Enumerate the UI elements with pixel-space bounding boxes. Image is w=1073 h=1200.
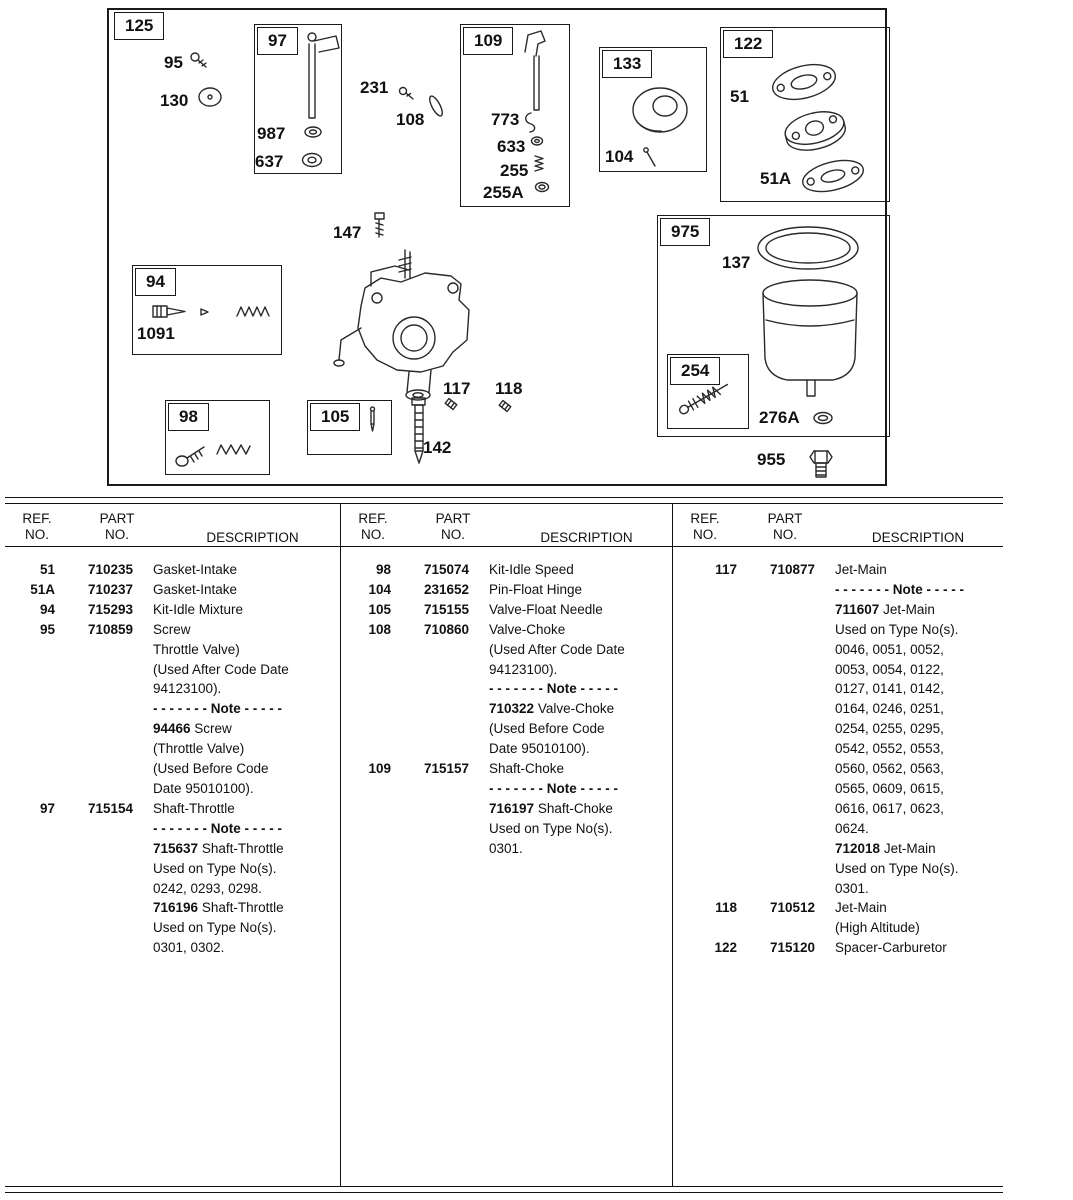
description xyxy=(835,938,1003,958)
description-line: 0565, 0609, 0615, xyxy=(835,780,944,796)
ref-no: 97 xyxy=(39,800,55,816)
description-line: Shaft-Choke xyxy=(489,761,565,777)
description-line: Gasket-Intake xyxy=(153,562,238,577)
description-line: - - - - - - - Note - - - - - xyxy=(489,681,618,697)
part-entry xyxy=(341,759,672,859)
description-line: 0624. xyxy=(835,820,869,836)
group-label-97: 97 xyxy=(257,27,298,55)
ref-no: 118 xyxy=(715,900,737,916)
callout-955: 955 xyxy=(757,450,786,469)
frame-label-125: 125 xyxy=(114,12,164,40)
description-line: 94123100). xyxy=(489,661,558,677)
description-line: (Used Before Code xyxy=(153,761,269,777)
parts-column-1 xyxy=(5,504,340,1186)
column-body xyxy=(341,546,672,859)
description-line: Spacer-Carburetor xyxy=(835,940,947,956)
description xyxy=(489,600,672,620)
callout-130: 130 xyxy=(160,91,189,110)
description-line: 0616, 0617, 0623, xyxy=(835,800,944,816)
description-line: 0164, 0246, 0251, xyxy=(835,701,944,717)
description xyxy=(153,600,340,620)
description-line: Used on Type No(s). xyxy=(153,920,277,936)
part-entry xyxy=(687,898,1003,938)
description-line: - - - - - - - Note - - - - - xyxy=(153,820,282,836)
description-line: 0542, 0552, 0553, xyxy=(835,741,944,757)
callout-95: 95 xyxy=(164,53,183,72)
header-part: PART NO. xyxy=(435,511,471,542)
description-line: 711607 Jet-Main xyxy=(835,601,935,617)
callout-773: 773 xyxy=(491,110,520,129)
ref-no: 122 xyxy=(714,940,737,956)
part-no: 715157 xyxy=(424,761,470,777)
part-no: 715154 xyxy=(88,800,134,816)
callout-117: 117 xyxy=(443,379,471,398)
group-label-254: 254 xyxy=(670,357,720,385)
header-part: PART NO. xyxy=(767,511,803,542)
table-top-rule xyxy=(5,497,1003,504)
part-no: 715293 xyxy=(88,601,134,617)
description xyxy=(153,560,340,580)
description-line: Kit-Idle Speed xyxy=(489,562,574,577)
description-line: Used on Type No(s). xyxy=(835,621,959,637)
description-line: (High Altitude) xyxy=(835,920,920,936)
part-entry xyxy=(5,620,340,799)
description-line: 94466 Screw xyxy=(153,721,232,737)
description-line: Pin-Float Hinge xyxy=(489,581,583,597)
part-no: 710877 xyxy=(770,562,816,577)
callout-633: 633 xyxy=(497,137,526,156)
part-entry xyxy=(341,600,672,620)
description-line: 0053, 0054, 0122, xyxy=(835,661,944,677)
part-entry xyxy=(687,560,1003,898)
header-ref: REF. NO. xyxy=(358,511,388,542)
group-label-94: 94 xyxy=(135,268,176,296)
part-entry xyxy=(5,799,340,958)
description-line: Jet-Main xyxy=(835,562,887,577)
description-line: Valve-Choke xyxy=(489,621,566,637)
callout-51: 51 xyxy=(730,87,749,106)
group-label-105: 105 xyxy=(310,403,360,431)
description-line: Gasket-Intake xyxy=(153,581,238,597)
description-line: 0127, 0141, 0142, xyxy=(835,681,944,697)
description-line: - - - - - - - Note - - - - - xyxy=(489,780,618,796)
callout-108: 108 xyxy=(396,110,425,129)
description-line: Kit-Idle Mixture xyxy=(153,601,244,617)
ref-no: 98 xyxy=(375,562,391,577)
part-entry xyxy=(341,580,672,600)
column-header xyxy=(673,508,1003,546)
ref-no: 105 xyxy=(368,601,391,617)
parts-column-3 xyxy=(672,504,1003,1186)
callout-142: 142 xyxy=(423,438,452,457)
parts-table xyxy=(5,497,1003,1193)
header-description: DESCRIPTION xyxy=(540,530,633,545)
callout-118: 118 xyxy=(495,379,523,398)
description-line: Screw xyxy=(153,621,191,637)
description-line: (Used Before Code xyxy=(489,721,605,737)
description-line: 710322 Valve-Choke xyxy=(489,701,615,717)
part-entry xyxy=(687,938,1003,958)
group-label-98: 98 xyxy=(168,403,209,431)
ref-no: 95 xyxy=(39,621,55,637)
description-line: 0301. xyxy=(835,880,869,896)
part-no: 710859 xyxy=(88,621,134,637)
description xyxy=(489,560,672,580)
group-label-109: 109 xyxy=(463,27,513,55)
part-no: 231652 xyxy=(424,581,470,597)
group-label-133: 133 xyxy=(602,50,652,78)
description-line: 0254, 0255, 0295, xyxy=(835,721,944,737)
callout-255: 255 xyxy=(500,161,529,180)
description xyxy=(489,620,672,759)
description-line: 0046, 0051, 0052, xyxy=(835,641,944,657)
header-part: PART NO. xyxy=(99,511,135,542)
callout-987: 987 xyxy=(257,124,286,143)
part-entry xyxy=(341,620,672,759)
description xyxy=(153,799,340,958)
description-line: 0301. xyxy=(489,840,523,856)
ref-no: 108 xyxy=(368,621,391,637)
description xyxy=(153,620,340,799)
description-line: Valve-Float Needle xyxy=(489,601,603,617)
column-header xyxy=(341,508,672,546)
description-line: Used on Type No(s). xyxy=(153,860,277,876)
description-line: 715637 Shaft-Throttle xyxy=(153,840,284,856)
callout-255A: 255A xyxy=(483,183,524,202)
parts-column-2 xyxy=(340,504,672,1186)
header-ref: REF. NO. xyxy=(690,511,720,542)
column-body xyxy=(5,546,340,958)
diagram-frame xyxy=(107,8,887,486)
description-line: - - - - - - - Note - - - - - xyxy=(153,701,282,717)
callout-51A: 51A xyxy=(760,169,792,188)
part-entry xyxy=(5,580,340,600)
description-line: 716197 Shaft-Choke xyxy=(489,800,613,816)
description-line: Shaft-Throttle xyxy=(153,800,235,816)
part-no: 715120 xyxy=(770,940,816,956)
description-line: 94123100). xyxy=(153,681,222,697)
description-line: 0242, 0293, 0298. xyxy=(153,880,262,896)
column-body xyxy=(673,546,1003,958)
part-no: 710237 xyxy=(88,581,134,597)
part-no: 715155 xyxy=(424,601,470,617)
part-entry xyxy=(341,560,672,580)
part-no: 710235 xyxy=(88,562,134,577)
description xyxy=(489,580,672,600)
part-no: 715074 xyxy=(424,562,470,577)
description-line: - - - - - - - Note - - - - - xyxy=(835,581,964,597)
callout-104: 104 xyxy=(605,147,634,166)
description xyxy=(835,560,1003,898)
ref-no: 51 xyxy=(39,562,55,577)
description-line: Jet-Main xyxy=(835,900,887,916)
callout-147: 147 xyxy=(333,223,362,242)
description-line: (Used After Code Date xyxy=(489,641,625,657)
table-bottom-rule xyxy=(5,1186,1003,1193)
diagram-labels xyxy=(109,10,885,484)
callout-1091: 1091 xyxy=(137,324,175,343)
header-ref: REF. NO. xyxy=(22,511,52,542)
description-line: Date 95010100). xyxy=(489,741,590,757)
description-line: 712018 Jet-Main xyxy=(835,840,936,856)
description-line: 716196 Shaft-Throttle xyxy=(153,900,284,916)
group-label-975: 975 xyxy=(660,218,710,246)
description-line: Throttle Valve) xyxy=(153,641,240,657)
ref-no: 117 xyxy=(715,562,737,577)
ref-no: 109 xyxy=(368,761,391,777)
callout-231: 231 xyxy=(360,78,389,97)
header-description: DESCRIPTION xyxy=(871,530,965,545)
part-no: 710860 xyxy=(424,621,470,637)
table-columns xyxy=(5,504,1003,1186)
part-entry xyxy=(5,600,340,620)
group-label-122: 122 xyxy=(723,30,773,58)
ref-no: 51A xyxy=(30,581,55,597)
callout-137: 137 xyxy=(722,253,751,272)
description xyxy=(835,898,1003,938)
header-description: DESCRIPTION xyxy=(206,530,299,545)
callout-276A: 276A xyxy=(759,408,800,427)
part-no: 710512 xyxy=(770,900,816,916)
column-header xyxy=(5,508,340,546)
ref-no: 94 xyxy=(39,601,55,617)
description-line: Used on Type No(s). xyxy=(489,820,613,836)
description xyxy=(489,759,672,859)
table-header-rule xyxy=(5,546,1003,547)
description-line: (Throttle Valve) xyxy=(153,741,245,757)
description-line: (Used After Code Date xyxy=(153,661,289,677)
description-line: Used on Type No(s). xyxy=(835,860,959,876)
description xyxy=(153,580,340,600)
callout-637: 637 xyxy=(255,152,284,171)
description-line: 0560, 0562, 0563, xyxy=(835,761,944,777)
part-entry xyxy=(5,560,340,580)
description-line: Date 95010100). xyxy=(153,780,254,796)
ref-no: 104 xyxy=(368,581,391,597)
description-line: 0301, 0302. xyxy=(153,940,225,956)
